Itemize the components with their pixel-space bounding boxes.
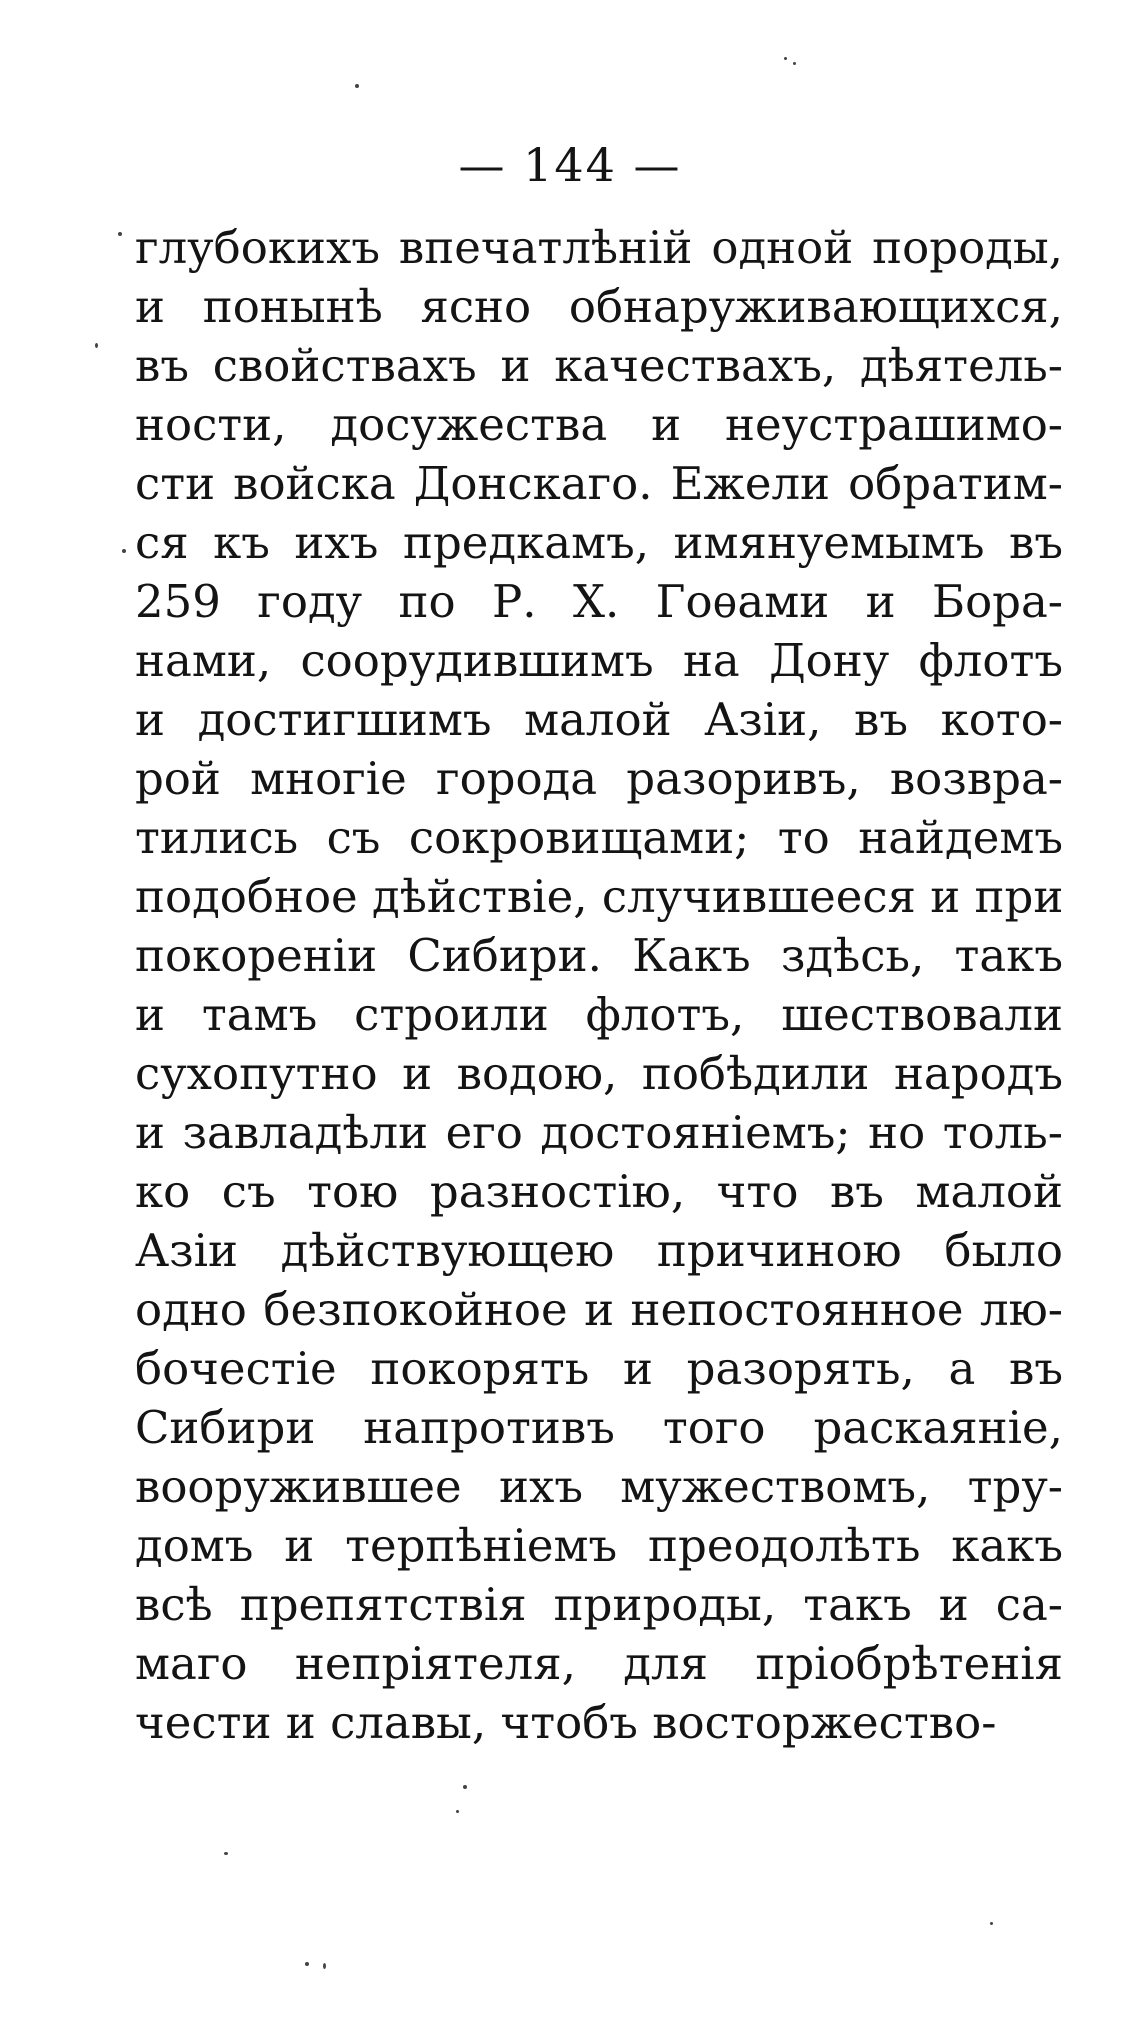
text-line: ко съ тою разностію, что въ малой bbox=[135, 1165, 1063, 1218]
text-line: и понынѣ ясно обнаруживающихся, bbox=[135, 280, 1063, 333]
scan-speck bbox=[355, 84, 359, 88]
text-line: чести и славы, чтобъ восторжество- bbox=[135, 1696, 997, 1749]
text-line: подобное дѣйствіе, случившееся и при bbox=[135, 870, 1064, 923]
text-line: и тамъ строили флотъ, шествовали bbox=[135, 988, 1063, 1041]
text-line: нами, соорудившимъ на Дону флотъ bbox=[135, 634, 1063, 687]
scan-speck bbox=[122, 549, 126, 553]
scan-speck bbox=[305, 1962, 309, 1966]
text-line: домъ и терпѣніемъ преодолѣть какъ bbox=[135, 1519, 1063, 1572]
text-line: ности, досужества и неустрашимо- bbox=[135, 398, 1063, 451]
text-line: вооружившее ихъ мужествомъ, тру- bbox=[135, 1460, 1063, 1513]
text-line: въ свойствахъ и качествахъ, дѣятель- bbox=[135, 339, 1063, 392]
scan-speck bbox=[224, 1852, 228, 1855]
text-line: глубокихъ впечатлѣній одной породы, bbox=[135, 221, 1063, 274]
text-line: покореніи Сибири. Какъ здѣсь, такъ bbox=[135, 929, 1063, 982]
scan-speck bbox=[784, 57, 787, 60]
text-line: и достигшимъ малой Азіи, въ кото- bbox=[135, 693, 1063, 746]
text-line: одно безпокойное и непостоянное лю- bbox=[135, 1283, 1063, 1336]
page-number: — 144 — bbox=[458, 138, 682, 192]
text-line: рой многіе города разоривъ, возвра- bbox=[135, 752, 1063, 805]
scan-speck bbox=[456, 1810, 459, 1813]
scan-speck bbox=[793, 62, 796, 65]
scan-speck bbox=[323, 1963, 326, 1969]
scan-speck bbox=[118, 232, 122, 236]
text-line: Азіи дѣйствующею причиною было bbox=[135, 1224, 1063, 1277]
scan-speck bbox=[463, 1785, 467, 1789]
body-text bbox=[135, 218, 1063, 1752]
text-line: всѣ препятствія природы, такъ и са- bbox=[135, 1578, 1063, 1631]
text-line: и завладѣли его достояніемъ; но толь- bbox=[135, 1106, 1063, 1159]
text-line: сти войска Донскаго. Ежели обратим- bbox=[135, 457, 1063, 510]
text-line: сухопутно и водою, побѣдили народъ bbox=[135, 1047, 1063, 1100]
text-line: бочестіе покорять и разорять, а въ bbox=[135, 1342, 1063, 1395]
text-line: маго непріятеля, для пріобрѣтенія bbox=[135, 1637, 1063, 1690]
text-line: Сибири напротивъ того раскаяніе, bbox=[135, 1401, 1063, 1454]
scan-speck bbox=[990, 1922, 993, 1925]
text-line: ся къ ихъ предкамъ, имянуемымъ въ bbox=[135, 516, 1063, 569]
text-line: тились съ сокровищами; то найдемъ bbox=[135, 811, 1063, 864]
text-line: 259 году по Р. Х. Гоѳами и Бора- bbox=[135, 575, 1063, 628]
scan-speck bbox=[95, 343, 98, 348]
